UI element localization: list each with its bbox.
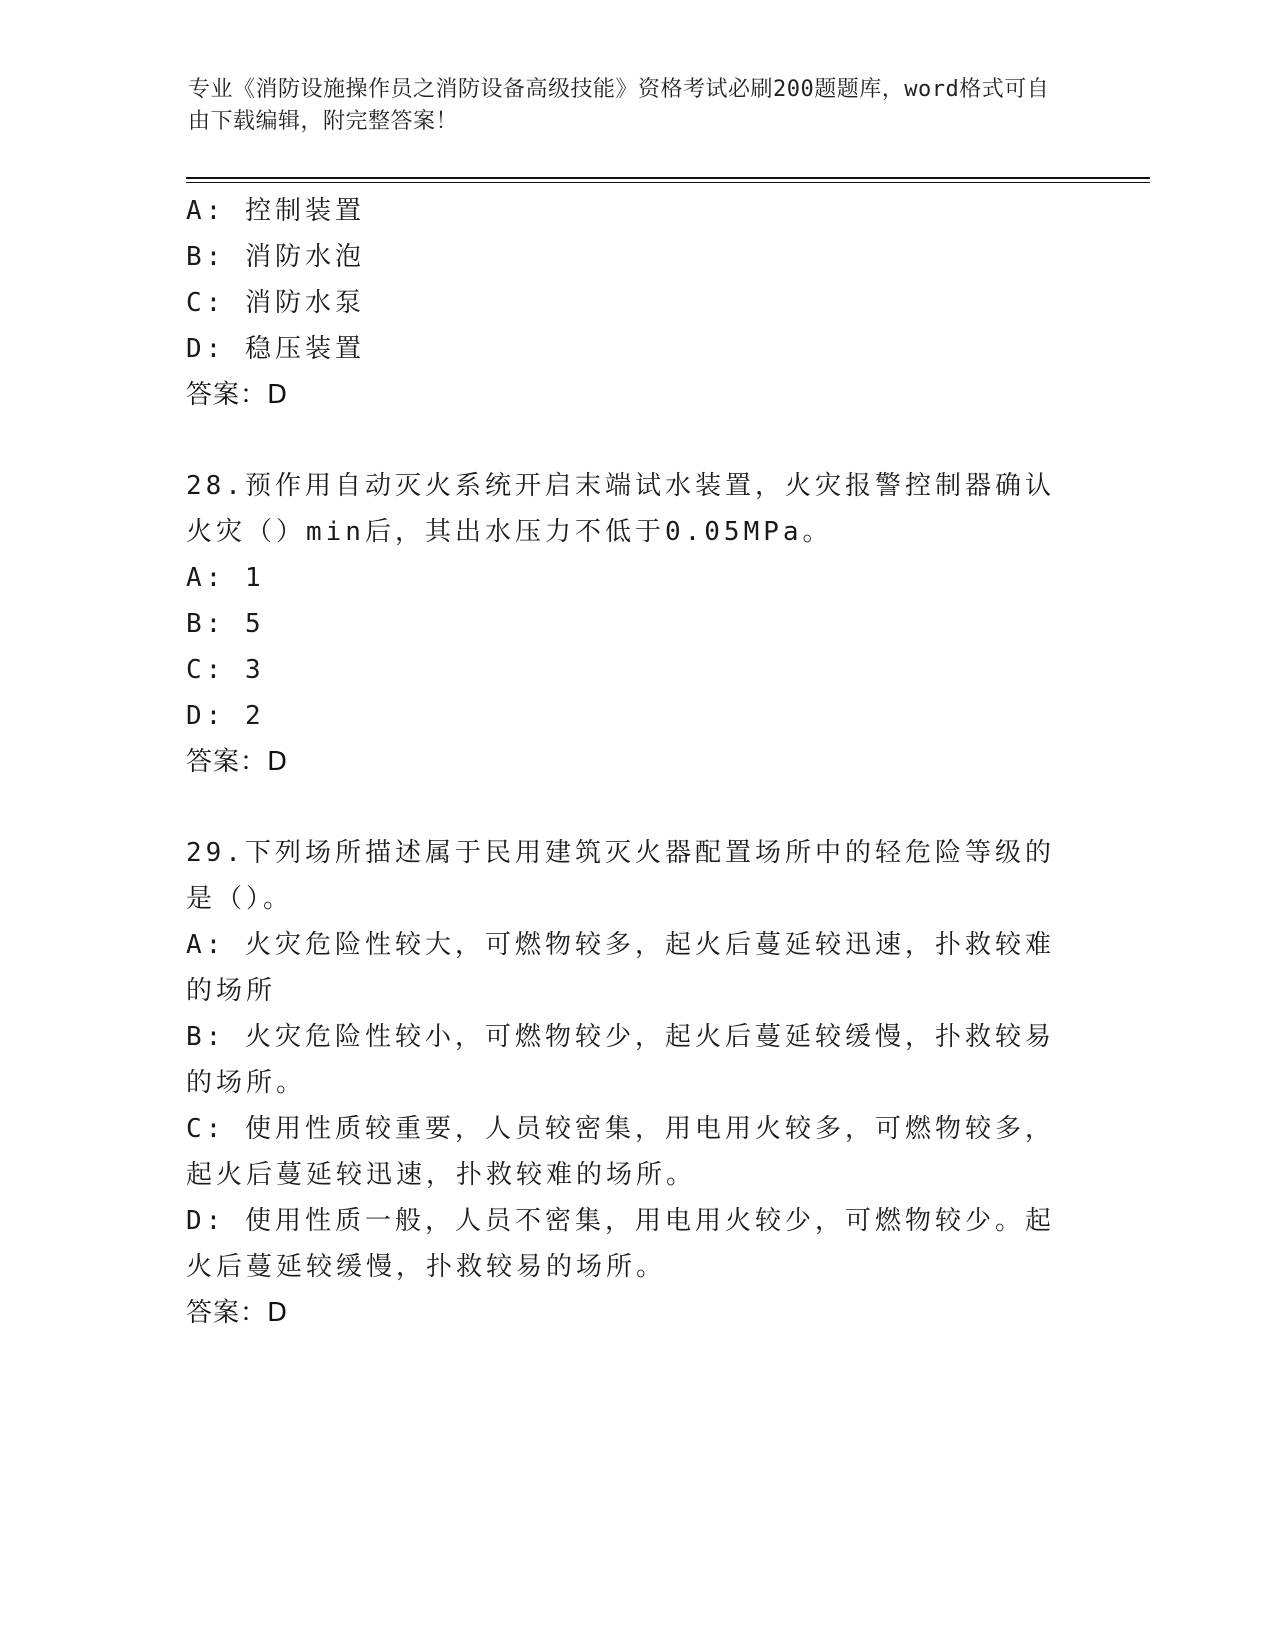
answer: 答案：D bbox=[186, 747, 289, 777]
question-29-block bbox=[186, 830, 1076, 1336]
prev-question-block bbox=[186, 188, 1076, 418]
document-body bbox=[186, 188, 1076, 1336]
header-rule-thick bbox=[186, 177, 1150, 179]
option-b: B: 火灾危险性较小，可燃物较少，起火后蔓延较缓慢，扑救较易的场所。 bbox=[186, 1022, 1055, 1098]
option-c: C: 3 bbox=[186, 655, 265, 685]
question-text: 29.下列场所描述属于民用建筑灭火器配置场所中的轻危险等级的是（）。 bbox=[186, 838, 1055, 914]
option-a: A: 1 bbox=[186, 563, 265, 593]
spacer bbox=[186, 418, 1076, 463]
option-d: D: 使用性质一般，人员不密集，用电用火较少，可燃物较少。起火后蔓延较缓慢，扑救较易的场所。 bbox=[186, 1206, 1055, 1282]
option-c: C: 消防水泵 bbox=[186, 288, 365, 318]
option-d: D: 稳压装置 bbox=[186, 334, 365, 364]
option-a: A: 火灾危险性较大，可燃物较多，起火后蔓延较迅速，扑救较难的场所 bbox=[186, 930, 1055, 1006]
option-d: D: 2 bbox=[186, 701, 265, 731]
option-c: C: 使用性质较重要，人员较密集，用电用火较多，可燃物较多，起火后蔓延较迅速，扑救较难的场所。 bbox=[186, 1114, 1055, 1190]
question-28-block bbox=[186, 463, 1076, 785]
option-a: A: 控制装置 bbox=[186, 196, 365, 226]
header-rule-thin bbox=[186, 182, 1150, 183]
answer: 答案：D bbox=[186, 380, 289, 410]
answer: 答案：D bbox=[186, 1298, 289, 1328]
question-text: 28.预作用自动灭火系统开启末端试水装置，火灾报警控制器确认火灾（）min后，其出水压力不低于0.05MPa。 bbox=[186, 471, 1055, 547]
document-header: 专业《消防设施操作员之消防设备高级技能》资格考试必刷200题题库，word格式可自由下载编辑，附完整答案！ bbox=[188, 77, 1050, 134]
option-b: B: 消防水泡 bbox=[186, 242, 365, 272]
option-b: B: 5 bbox=[186, 609, 265, 639]
spacer bbox=[186, 785, 1076, 830]
